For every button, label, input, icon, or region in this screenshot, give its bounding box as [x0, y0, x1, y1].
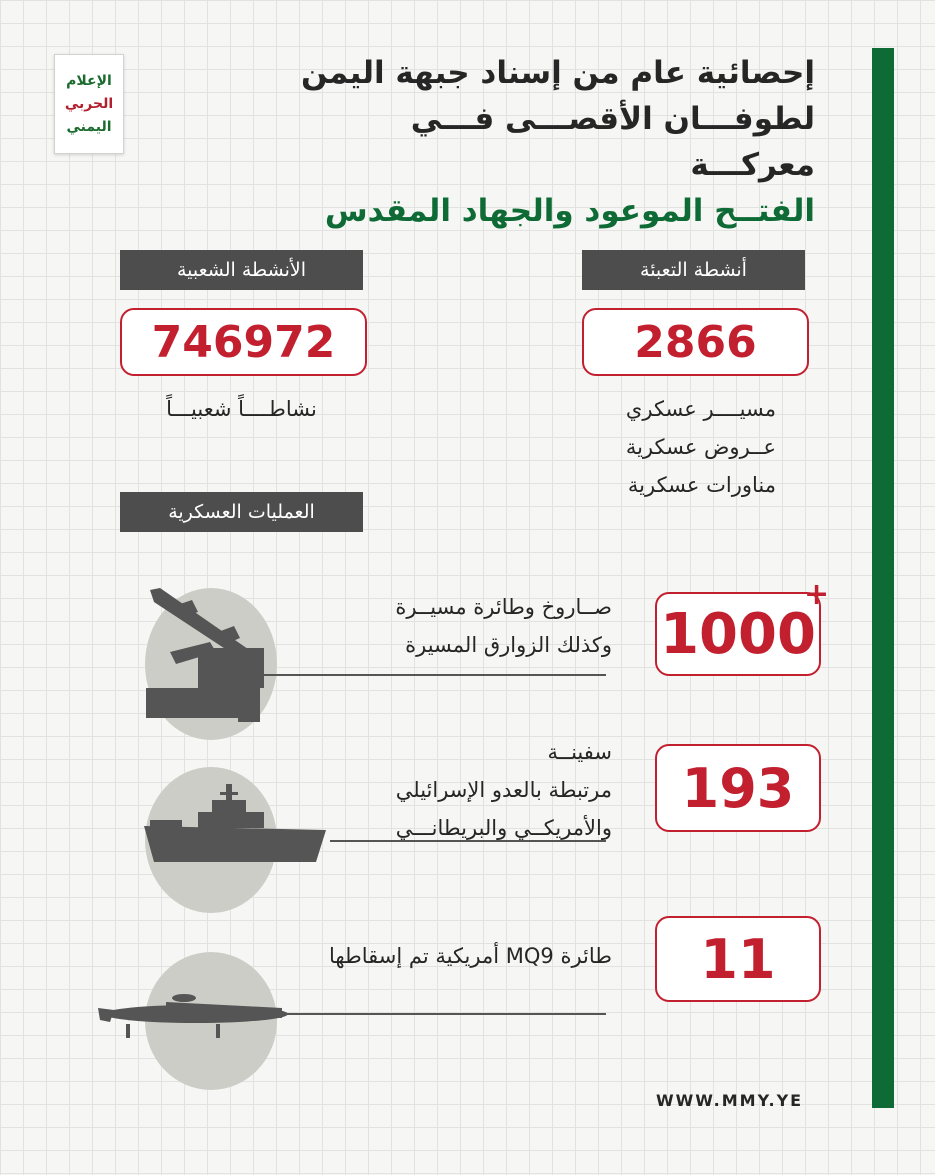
website-url[interactable]: WWW.MMY.YE [656, 1091, 804, 1110]
list-item: عــروض عسكرية [625, 435, 776, 459]
divider-line [248, 674, 606, 676]
title-line-2: لطوفـــان الأقصـــى فـــي معركـــة [410, 101, 815, 183]
divider-line [276, 1013, 606, 1015]
mq9-drone-icon [96, 988, 296, 1048]
operation-description [300, 588, 612, 664]
military-header: العمليات العسكرية [120, 492, 363, 532]
operation-count-missiles: 1000 [655, 592, 821, 676]
list-item: مسيــــر عسكري [625, 397, 776, 421]
popular-caption: نشاطــــاً شعبيـــاً [166, 397, 317, 421]
description-line: سفينــة [547, 740, 612, 764]
mobilization-count: 2866 [582, 308, 809, 376]
description-line: طائرة MQ9 أمريكية تم إسقاطها [328, 944, 612, 968]
page-title [295, 50, 815, 234]
description-line: صــاروخ وطائرة مسيــرة [395, 595, 612, 619]
logo-line-3: اليمني [66, 118, 112, 135]
list-item: مناورات عسكرية [627, 473, 776, 497]
operation-description [270, 937, 612, 975]
description-line: وكذلك الزوارق المسيرة [405, 633, 612, 657]
accent-bar [872, 48, 894, 1108]
logo-line-2: الحربي [64, 95, 114, 112]
popular-count: 746972 [120, 308, 367, 376]
operation-count-mq9: 11 [655, 916, 821, 1002]
mobilization-list [580, 390, 776, 504]
title-line-3: الفتــح الموعود والجهاد المقدس [324, 193, 815, 229]
title-line-1: إحصائية عام من إسناد جبهة اليمن [300, 55, 815, 91]
drone-launcher-icon [140, 582, 285, 727]
popular-header: الأنشطة الشعبية [120, 250, 363, 290]
brand-logo [54, 54, 124, 154]
description-line: والأمريكــي والبريطانـــي [395, 816, 612, 840]
logo-line-1: الإعلام [66, 72, 112, 89]
plus-sign: + [804, 577, 830, 612]
mobilization-header: أنشطة التعبئة [582, 250, 805, 290]
operation-description [300, 733, 612, 847]
description-line: مرتبطة بالعدو الإسرائيلي [395, 778, 612, 802]
operation-count-ships: 193 [655, 744, 821, 832]
